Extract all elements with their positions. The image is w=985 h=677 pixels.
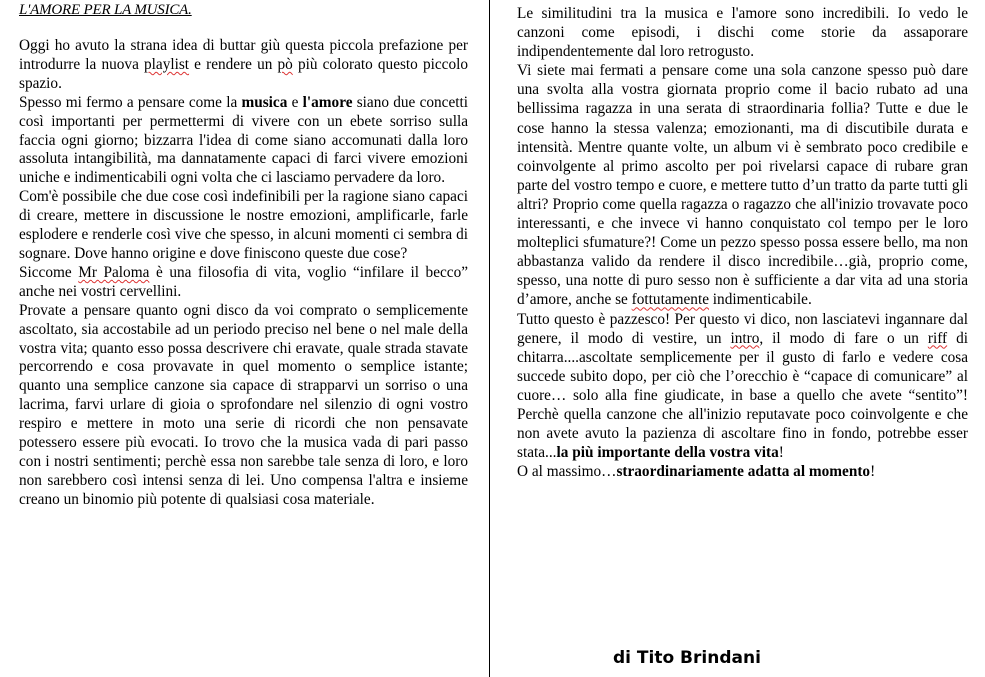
paragraph: Provate a pensare quanto ogni disco da voi comprato o semplicemente ascoltato, sia accostabile ad un periodo preciso nel bene o nel male della vostra vita; quanto esso possa descrivere chi eravate, quale strada stavate percorrendo e cosa provavate in quel momento o semplice istante; quanto una semplice canzone sia capace di strapparvi un sorriso o una lacrima, farvi urlare di gioia o sprofondare nel silenzio di ogni vostro respiro e mettere in moto una serie di ricordi che non pensavate potessero essere più evocati. Io trovo che la musica vada di pari passo con i nostri sentimenti; perchè essa non sarebbe tale senza di loro, e loro non sarebbero così intensi senza di lei. Uno compensa l'altra e insieme creano un binomio più potente di qualsiasi cosa materiale. bbox=[19, 301, 468, 508]
column-divider bbox=[489, 0, 490, 677]
spell-flag: fottutamente bbox=[631, 291, 709, 309]
spell-flag: Mr Paloma bbox=[78, 263, 150, 281]
paragraph: Siccome Mr Paloma è una filosofia di vita, voglio “infilare il becco” anche nei vostri cervellini. bbox=[19, 263, 469, 300]
paragraph: Vi siete mai fermati a pensare come una sola canzone spesso può dare una svolta alla vostra giornata proprio come il bacio rubato ad una bellissima ragazza in una serata di straordinaria follia? Tutte e due le cose hanno la stessa valenza; emozionanti, ma di discutibile durata e intensità. Mentre quante volte, un album vi è sembrato poco credibile e coinvolgente al primo ascolto per poi rivelarsi capace di rubare gran parte del vostro tempo e cuore, e mettere tutto d’un tratto da parte tutti gli altri? Proprio come quella ragazza o ragazzo che all'inizio trovavate poco interessanti, e che invece vi hanno conquistato col tempo per le loro molteplici sfumature?! Come un pezzo spesso possa essere bello, ma non abbastanza valido da rendere il disco incredibile…già, proprio come, spesso, una notte di puro sesso non è sufficiente a dar vita ad una storia d’amore, anche se fottutamente indimenticabile. bbox=[517, 62, 968, 309]
paragraph: O al massimo…straordinariamente adatta al momento! bbox=[517, 463, 876, 481]
paragraph: Oggi ho avuto la strana idea di buttar giù questa piccola prefazione per introdurre la nuova playlist e rendere un pò più colorato questo piccolo spazio. bbox=[19, 37, 468, 92]
article-title: L'AMORE PER LA MUSICA. bbox=[19, 2, 192, 18]
paragraph: Le similitudini tra la musica e l'amore sono incredibili. Io vedo le canzoni come episodi, i dischi come storie da assaporare indipendentemente dal loro retrogusto. bbox=[517, 5, 968, 61]
paragraph: Com'è possibile che due cose così indefinibili per la ragione siano capaci di creare, mettere in discussione le nostre emozioni, amplificarle, farle esplodere e renderle così vive che spesso, in alcuni momenti ci sembra di sognare. Dove hanno origine e dove finiscono queste due cose? bbox=[19, 188, 468, 262]
spell-flag: riff bbox=[927, 329, 948, 347]
right-column bbox=[517, 4, 968, 481]
paragraph: Spesso mi fermo a pensare come la musica e l'amore siano due concetti così importanti per permettermi di vivere con un ebete sorriso sulla faccia ogni giorno; bizzarra l'idea di come siano accomunati dalla loro assoluta intangibilità, ma dannatamente capaci di farci vivere emozioni uniche e indimenticabili ogni volta che ci lasciamo pervadere da loro. bbox=[19, 93, 468, 187]
spell-flag: intro bbox=[730, 329, 760, 347]
author-signature: di Tito Brindani bbox=[613, 648, 761, 668]
paragraph: Tutto questo è pazzesco! Per questo vi dico, non lasciatevi ingannare dal genere, il modo di vestire, un intro, il modo di fare o un riff di chitarra....ascoltate semplicemente per il gusto di farlo e vedere cosa succede subito dopo, per ciò che l’orecchio è “capace di comunicare” al cuore… solo alla fine giudicate, in base a quello che avete “sentito”! Perchè quella canzone che all'inizio reputavate poco coinvolgente e che non avete avuto la pazienza di ascoltare fino in fondo, potrebbe esser stata...la più importante della vostra vita! bbox=[517, 310, 968, 462]
spell-flag: pò bbox=[277, 55, 293, 73]
left-column bbox=[19, 37, 468, 510]
spell-flag: playlist bbox=[144, 55, 190, 73]
